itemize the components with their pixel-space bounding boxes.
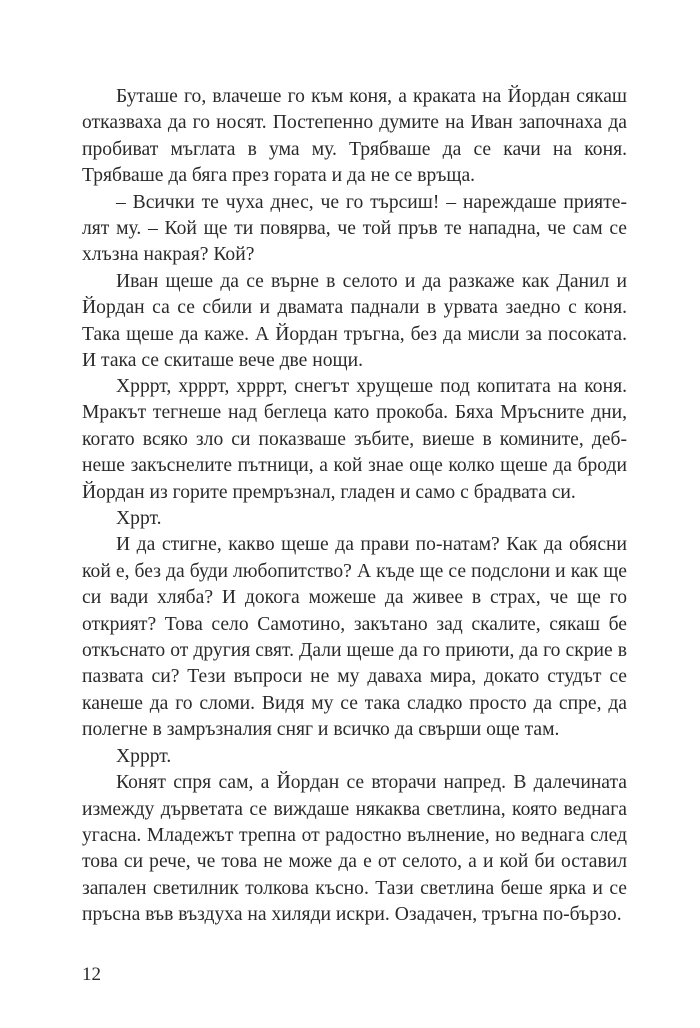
paragraph: Буташе го, влачеше го към коня, а краката на Йордан сякаш отказваха да го носят. Постепенно думите на Иван започнаха да пробиват мъглата в ума му. Трябваше да се качи на коня. Трябваше да бяга през гората и да не се връща. bbox=[82, 86, 627, 187]
text-section-2 bbox=[82, 374, 627, 929]
paragraph: – Всички те чуха днес, че го търсиш! – нареждаше приятелят му. – Кой ще ти повярва, че той пръв те нападна, че сам се хлъзна накрая? Кой? bbox=[82, 191, 627, 266]
paragraph: Конят спря сам, а Йордан се вторачи напред. В далечината измежду дърветата се виждаше някаква светлина, която веднага угасна. Младежът трепна от радостно вълнение, но веднага след това си рече, че това не може да е от селото, а и кой би оставил запален светилник толкова късно. Тази светлина беше ярка и се пръсна във въздуха на хиляди искри. Озадачен, тръгна по-бързо. bbox=[82, 772, 627, 926]
paragraph: Хррт. bbox=[116, 508, 162, 530]
paragraph: И да стигне, какво щеше да прави по-натам? Как да обясни кой е, без да буди любопитство? А къде ще се подслони и как ще си вади хляба? И докога можеше да живее в страх, че ще го открият? Това село Самотино, закътано зад скалите, сякаш бе откъснато от другия свят. Дали щеше да го приюти, да го скрие в пазвата си? Тези въпроси не му даваха мира, докато студът се канеше да го сломи. Видя му се така сладко просто да спре, да полегне в замръзналия сняг и всичко да свърши още там. bbox=[82, 534, 627, 741]
paragraph: Хрррт. bbox=[116, 745, 172, 767]
text-section-1 bbox=[82, 84, 627, 374]
page-number: 12 bbox=[82, 964, 101, 985]
paragraph: Хрррт, хрррт, хрррт, снегът хрущеше под копитата на коня. Мракът тегнеше над беглеца като прокоба. Бяха Мръсните дни, когато всяко зло си показваше зъбите, виеше в комините, дебнеше закъснелите пътници, а кой знае още колко щеше да броди Йордан из горите премръзнал, гладен и само с брадвата си. bbox=[82, 376, 627, 503]
paragraph: Иван щеше да се върне в селото и да разкаже как Данил и Йордан са се сбили и двамата паднали в урвата заедно с коня. Така щеше да каже. А Йордан тръгна, без да мисли за посоката. И така се скиташе вече две нощи. bbox=[82, 270, 627, 372]
